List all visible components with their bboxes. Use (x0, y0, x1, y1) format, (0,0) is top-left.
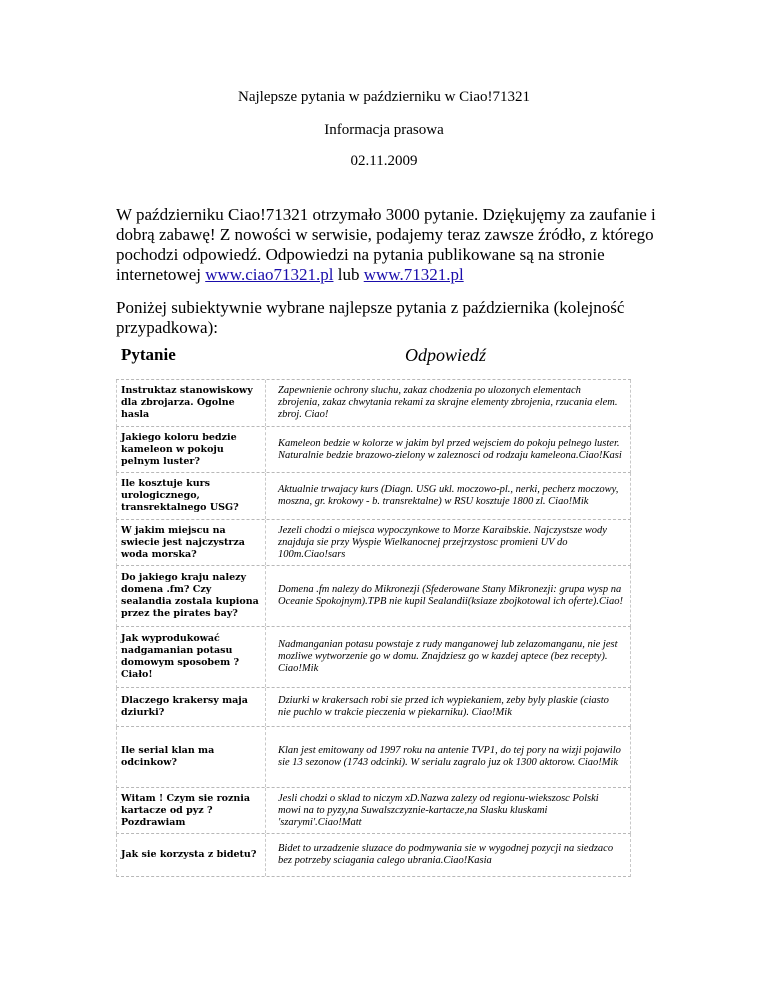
answer-cell: Jesli chodzi o sklad to niczym xD.Nazwa zalezy od regionu-wiekszosc Polski mowi na to pyzy,na Suwalszczyznie-kartacze,na Slasku kluskami 'szarymi'.Ciao!Matt (278, 792, 599, 828)
answer-cell: Jezeli chodzi o miejsca wypoczynkowe to Morze Karaibskie. Najczystsze wody znajduja sie przy Wyspie Wielkanocnej przejrzystosc promieni UV do 100m.Ciao!sars (278, 524, 607, 560)
link-71321[interactable]: www.71321.pl (363, 265, 464, 284)
table-row (116, 688, 631, 727)
document-title: Najlepsze pytania w październiku w Ciao!71321 (238, 89, 530, 105)
answer-cell: Klan jest emitowany od 1997 roku na antenie TVP1, do tej pory na wizji pojawilo sie 13 sezonow (1743 odcinki). W serialu zagralo juz ok 1300 aktorow. Ciao!Mik (278, 745, 621, 768)
question-cell: W jakim miejscu na swiecie jest najczystrza woda morska? (117, 520, 266, 565)
lead-paragraph: Poniżej subiektywnie wybrane najlepsze pytania z października (kolejność przypadkowa): (116, 298, 625, 337)
question-cell: Ile serial klan ma odcinkow? (117, 727, 266, 787)
table-row (116, 566, 631, 627)
table-row (116, 788, 631, 834)
answer-cell: Domena .fm nalezy do Mikronezji (Sfederowane Stany Mikronezji: grupa wysp na Oceanie Spokojnym).TPB nie kupil Sealandii(ksiaze zbojkotowal ich oferte).Ciao! (278, 584, 623, 607)
question-cell: Jakiego koloru bedzie kameleon w pokoju pelnym luster? (117, 427, 266, 472)
table-row (116, 627, 631, 688)
question-cell: Jak sie korzysta z bidetu? (117, 834, 266, 876)
column-header-question: Pytanie (121, 345, 176, 364)
table-row (116, 473, 631, 520)
answer-cell: Dziurki w krakersach robi sie przed ich wypiekaniem, zeby byly plaskie (ciasto nie puchlo w trakcie pieczenia w piekarniku). Ciao!Mik (278, 695, 609, 718)
table-row (116, 727, 631, 788)
link-ciao71321[interactable]: www.ciao71321.pl (205, 265, 334, 284)
qa-table (116, 379, 631, 877)
intro-text: W październiku Ciao!71321 otrzymało 3000 pytanie. Dziękujęmy za zaufanie i dobrą zabawę! Z nowości w serwisie, podajemy teraz zawsze źródło, z którego pochodzi odpowiedź. Odpowiedzi na pytania publikowane są na stronie internetowej (116, 205, 656, 284)
column-header-answer: Odpowiedź (405, 345, 486, 365)
table-row (116, 427, 631, 473)
table-row (116, 834, 631, 877)
question-cell: Ile kosztuje kurs urologicznego, transrektalnego USG? (117, 473, 266, 519)
question-cell: Do jakiego kraju nalezy domena .fm? Czy sealandia zostala kupiona przez the pirates bay? (117, 566, 266, 626)
document-date: 02.11.2009 (350, 153, 418, 169)
answer-cell: Zapewnienie ochrony sluchu, zakaz chodzenia po ulozonych elementach zbrojenia, zakaz chwytania rekami za skrajne elementy zbrojenia, rzucania elem. zbroj. Ciao! (278, 385, 618, 420)
intro-between: lub (333, 265, 364, 284)
intro-paragraph (116, 205, 676, 285)
question-cell: Jak wyprodukować nadgamanian potasu domowym sposobem ? Ciało! (117, 627, 266, 687)
question-cell: Witam ! Czym sie roznia kartacze od pyz ? Pozdrawiam (117, 788, 266, 833)
table-row (116, 520, 631, 566)
document-subtitle: Informacja prasowa (324, 122, 444, 138)
answer-cell: Bidet to urzadzenie sluzace do podmywania sie w wygodnej pozycji na siedzaco bez potrzeby sciagania calego ubrania.Ciao!Kasia (278, 843, 614, 866)
answer-cell: Kameleon bedzie w kolorze w jakim byl przed wejsciem do pokoju pelnego luster. Naturalnie bedzie brazowo-zielony w zaleznosci od rodzaju kameleona.Ciao!Kasi (278, 437, 622, 461)
answer-cell: Aktualnie trwajacy kurs (Diagn. USG ukl. moczowo-pl., nerki, pecherz moczowy, moszna, gr. krokowy - b. transrektalne) w RSU kosztuje 1800 zl. Ciao!Mik (278, 484, 619, 507)
table-row (116, 380, 631, 427)
question-cell: Dlaczego krakersy maja dziurki? (117, 688, 266, 726)
answer-cell: Nadmanganian potasu powstaje z rudy manganowej lub zelazomanganu, nie jest mozliwe wytworzenie go w domu. Znajdziesz go w kazdej aptece (bez recepty). Ciao!Mik (278, 639, 618, 674)
question-cell: Instruktaz stanowiskowy dla zbrojarza. Ogolne hasla (117, 380, 266, 426)
